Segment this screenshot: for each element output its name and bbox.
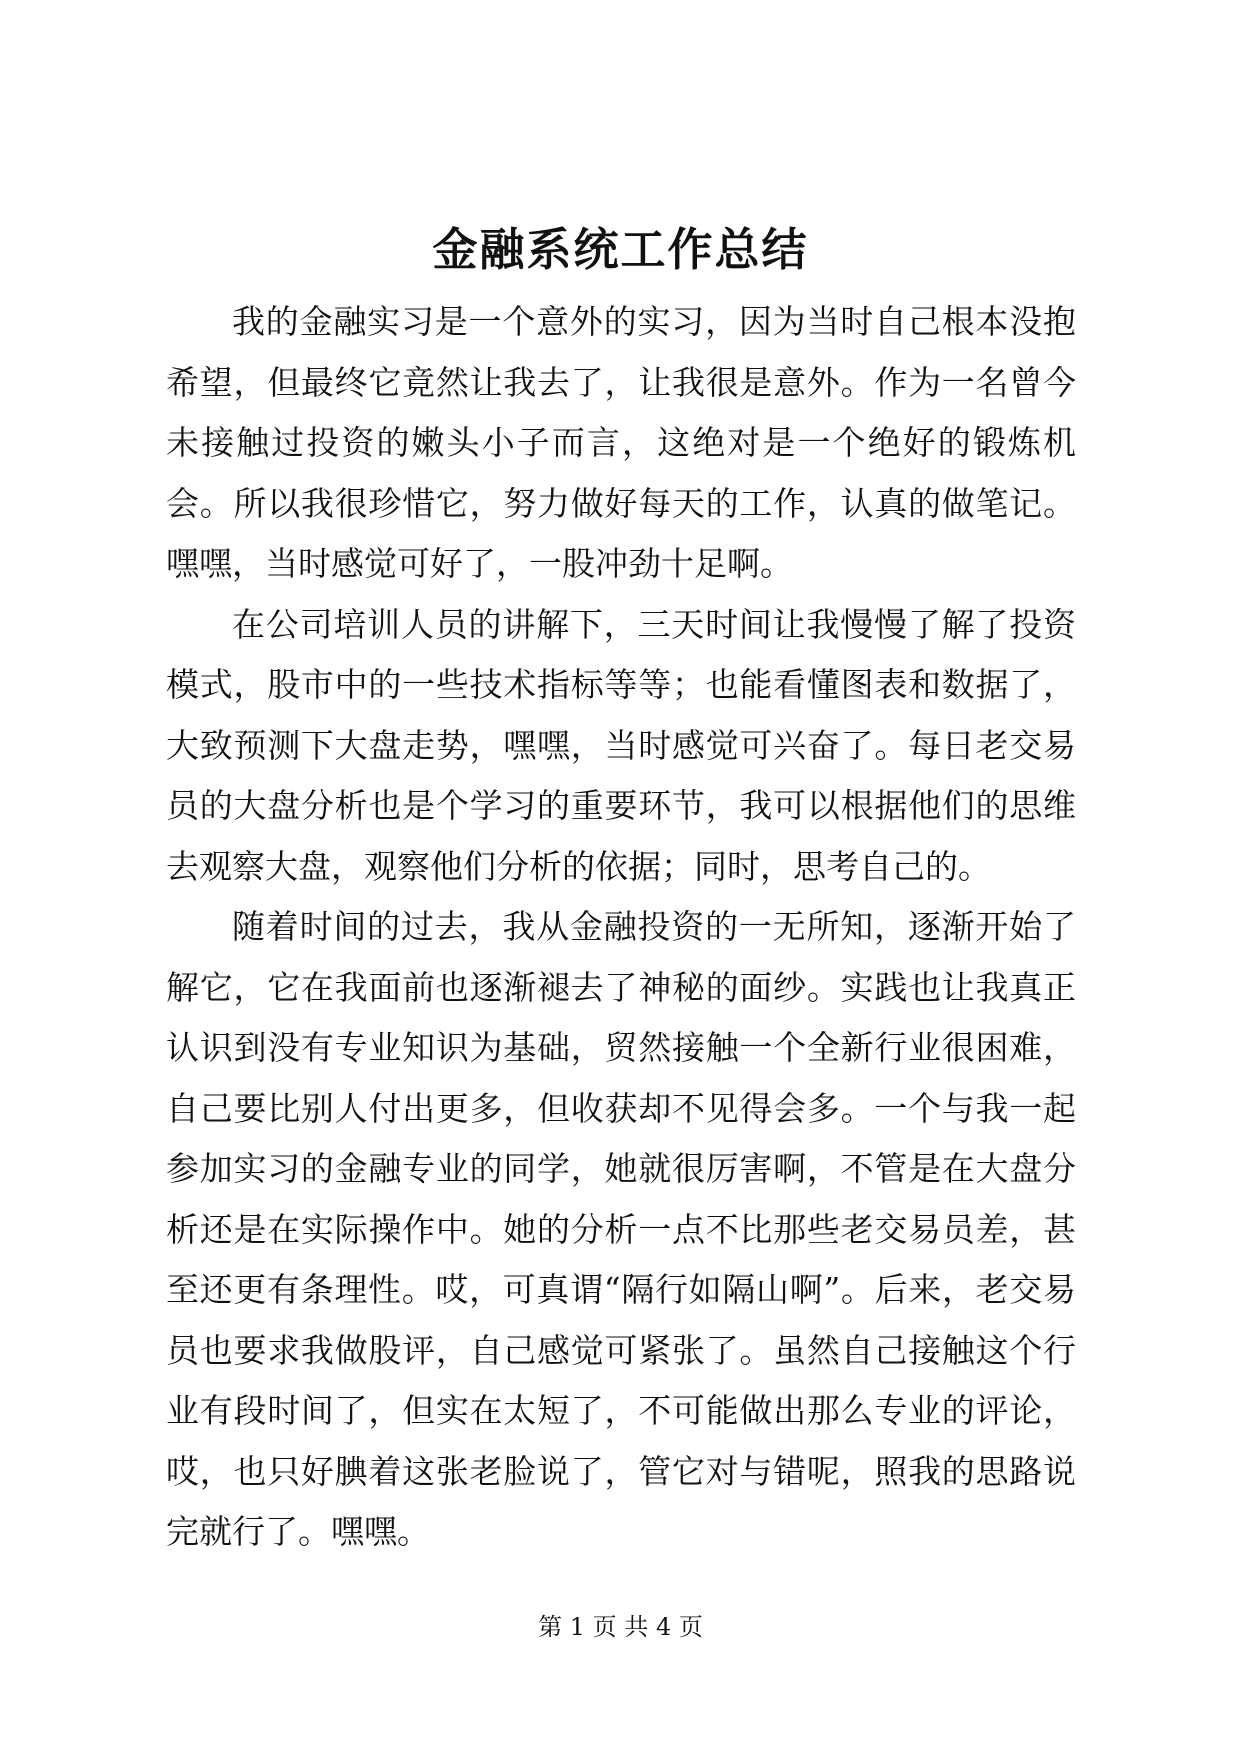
document-body <box>166 292 1076 1563</box>
paragraph-1: 我的金融实习是一个意外的实习，因为当时自己根本没抱希望，但最终它竟然让我去了，让我很是意外。作为一名曾今未接触过投资的嫩头小子而言，这绝对是一个绝好的锻炼机会。所以我很珍惜它，努力做好每天的工作，认真的做笔记。嘿嘿，当时感觉可好了，一股冲劲十足啊。 <box>166 302 1076 583</box>
page-footer: 第 1 页 共 4 页 <box>538 1613 703 1641</box>
paragraph-2: 在公司培训人员的讲解下，三天时间让我慢慢了解了投资模式，股市中的一些技术指标等等；也能看懂图表和数据了，大致预测下大盘走势，嘿嘿，当时感觉可兴奋了。每日老交易员的大盘分析也是个学习的重要环节，我可以根据他们的思维去观察大盘，观察他们分析的依据；同时，思考自己的。 <box>166 604 1076 886</box>
paragraph-3: 随着时间的过去，我从金融投资的一无所知，逐渐开始了解它，它在我面前也逐渐褪去了神秘的面纱。实践也让我真正认识到没有专业知识为基础，贸然接触一个全新行业很困难，自己要比别人付出更多，但收获却不见得会多。一个与我一起参加实习的金融专业的同学，她就很厉害啊，不管是在大盘分析还是在实际操作中。她的分析一点不比那些老交易员差，甚至还更有条理性。哎，可真谓“隔行如隔山啊”。后来，老交易员也要求我做股评，自己感觉可紧张了。虽然自己接触这个行业有段时间了，但实在太短了，不可能做出那么专业的评论，哎，也只好腆着这张老脸说了，管它对与错呢，照我的思路说完就行了。嘿嘿。 <box>166 907 1076 1551</box>
document-title: 金融系统工作总结 <box>432 223 809 276</box>
